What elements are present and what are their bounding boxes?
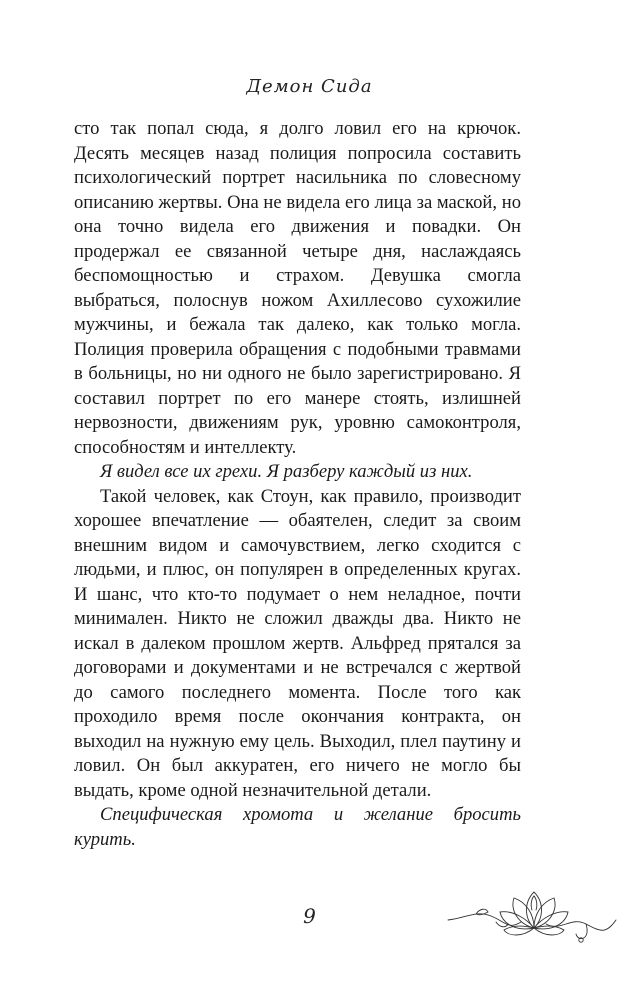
page-number: 9 (303, 904, 316, 928)
paragraph-2-italic: Я видел все их грехи. Я разберу каждый из них. (100, 461, 473, 482)
paragraph-4-italic: Специфическая хромота и желание бросить курить. (74, 804, 521, 850)
paragraph-1: сто так попал сюда, я долго ловил его на крючок. Десять месяцев назад полиция попросила составить психологический портрет насильника по словесному описанию жертвы. Она не видела его лица за маской, но она точно видела его движения и повадки. Он продержал ее связанной четыре дня, наслаждаясь беспомощностью и страхом. Девушка смогла выбраться, полоснув ножом Ахиллесово сухожилие мужчины, и бежала так далеко, как только могла. Полиция проверила обращения с подобными травмами в больницы, но ни одного не было зарегистрировано. Я составил портрет по его манере стоять, излишней нервозности, движениям рук, уровню самоконтроля, способностям и интеллекту. (74, 118, 521, 458)
lotus-flower-ornament-icon (446, 880, 619, 950)
body-text (74, 117, 521, 852)
running-head: Демон Сида (246, 76, 373, 97)
paragraph-3: Такой человек, как Стоун, как правило, производит хорошее впечатление — обаятелен, следит за своим внешним видом и самочувствием, легко сходится с людьми, и плюс, он популярен в определенных кругах. И шанс, что кто-то подумает о нем неладное, почти минимален. Никто не сложил дважды два. Никто не искал в далеком прошлом жертв. Альфред прятался за договорами и документами и не встречался с жертвой до самого последнего момента. После того как проходило время после окончания контракта, он выходил на нужную ему цель. Выходил, плел паутину и ловил. Он был аккуратен, его ничего не могло бы выдать, кроме одной незначительной детали. (74, 485, 521, 801)
